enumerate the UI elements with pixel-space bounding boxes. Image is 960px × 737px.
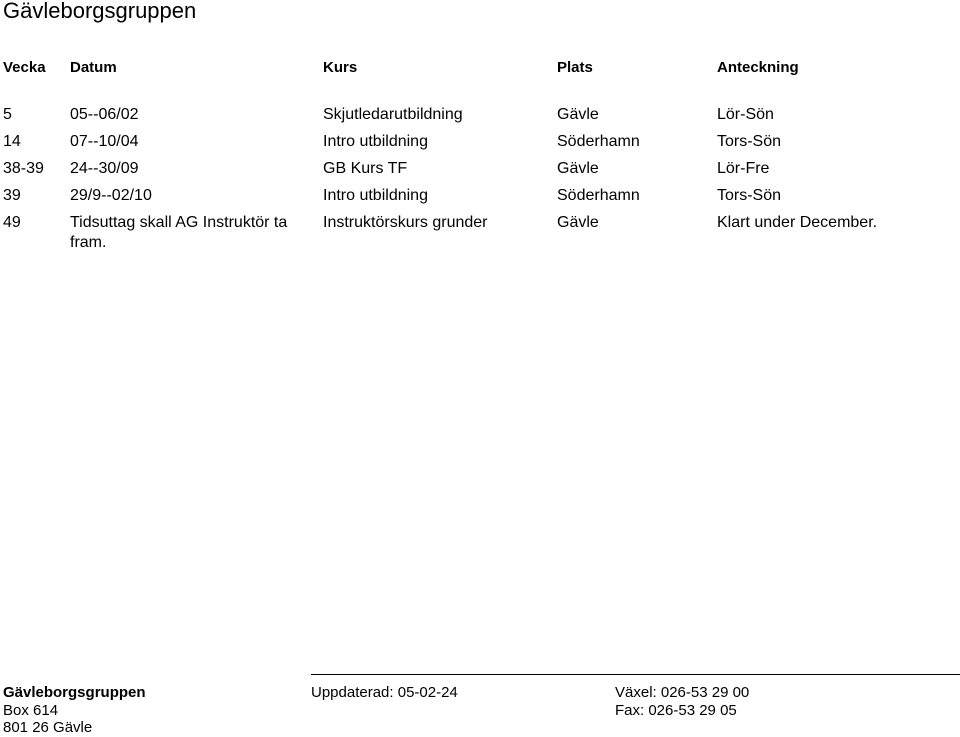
- cell-plats: Gävle: [557, 106, 599, 123]
- cell-anteckning: Tors-Sön: [717, 187, 782, 204]
- table-row: [0, 132, 960, 159]
- table-row: [0, 105, 960, 132]
- header-datum: Datum: [70, 59, 117, 76]
- page-title: Gävleborgsgruppen: [3, 0, 197, 23]
- cell-datum: Tidsuttag skall AG Instruktör ta fram.: [70, 214, 288, 251]
- cell-datum: 07--10/04: [70, 133, 139, 150]
- cell-datum: 29/9--02/10: [70, 187, 152, 204]
- cell-plats: Gävle: [557, 160, 599, 177]
- cell-kurs: Skjutledarutbildning: [323, 106, 463, 123]
- cell-kurs: Instruktörskurs grunder: [323, 214, 488, 231]
- cell-vecka: 38-39: [3, 160, 44, 177]
- cell-kurs: GB Kurs TF: [323, 160, 408, 177]
- cell-datum: 24--30/09: [70, 160, 139, 177]
- cell-vecka: 14: [3, 133, 21, 150]
- cell-kurs: Intro utbildning: [323, 187, 428, 204]
- cell-vecka: 49: [3, 214, 21, 231]
- header-plats: Plats: [557, 59, 593, 76]
- cell-vecka: 39: [3, 187, 21, 204]
- footer-fax: Fax: 026-53 29 05: [615, 702, 737, 719]
- footer-address-line1: Box 614: [3, 702, 59, 719]
- cell-anteckning: Klart under December.: [717, 214, 878, 231]
- footer-address-line2: 801 26 Gävle: [3, 719, 93, 736]
- cell-anteckning: Lör-Fre: [717, 160, 770, 177]
- cell-datum: 05--06/02: [70, 106, 139, 123]
- cell-anteckning: Tors-Sön: [717, 133, 782, 150]
- header-kurs: Kurs: [323, 59, 358, 76]
- cell-kurs: Intro utbildning: [323, 133, 428, 150]
- footer-org-name: Gävleborgsgruppen: [3, 684, 146, 701]
- header-vecka: Vecka: [3, 59, 46, 76]
- cell-plats: Gävle: [557, 214, 599, 231]
- footer-updated: Uppdaterad: 05-02-24: [311, 684, 458, 701]
- cell-plats: Söderhamn: [557, 187, 640, 204]
- table-row: [0, 186, 960, 213]
- table-row: [0, 213, 960, 255]
- cell-anteckning: Lör-Sön: [717, 106, 774, 123]
- footer-divider: [311, 674, 960, 675]
- table-row: [0, 159, 960, 186]
- cell-vecka: 5: [3, 106, 12, 123]
- footer-phone: Växel: 026-53 29 00: [615, 684, 750, 701]
- header-anteckning: Anteckning: [717, 59, 799, 76]
- cell-plats: Söderhamn: [557, 133, 640, 150]
